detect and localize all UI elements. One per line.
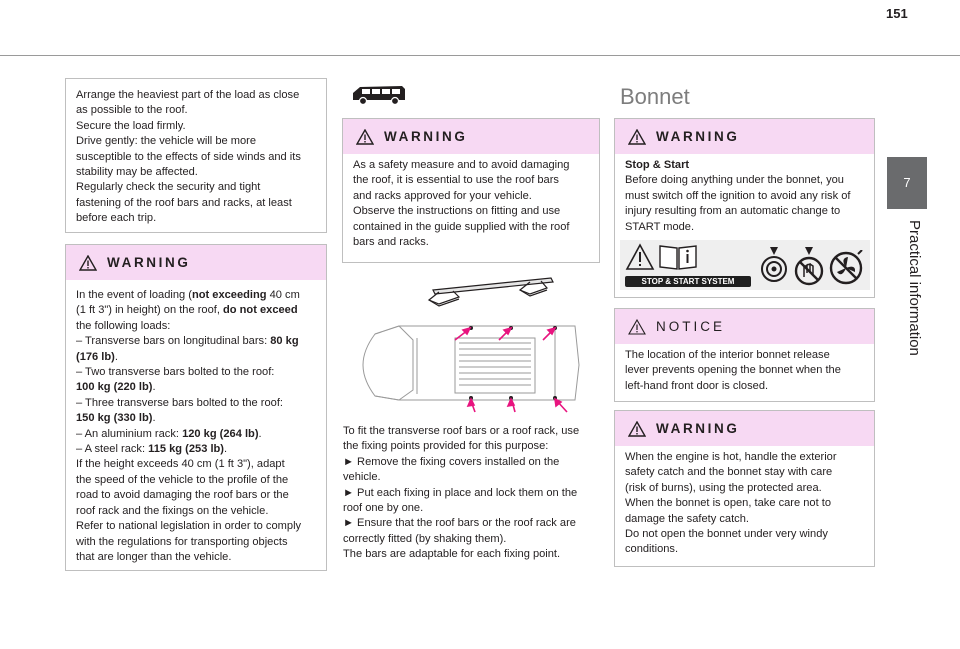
warning-line: bars and racks. <box>353 236 429 249</box>
warning-line: road to avoid damaging the roof bars or the <box>76 489 289 502</box>
notice-line: left-hand front door is closed. <box>625 379 769 392</box>
warning-line: In the event of loading (not exceeding 40 cm <box>76 289 300 301</box>
warning-triangle-icon <box>628 129 646 145</box>
warning-line: 100 kg (220 lb). <box>76 381 156 394</box>
warning-line: contained in the guide supplied with the roof <box>353 220 570 233</box>
warning-line: Do not open the bonnet under very windy <box>625 528 828 541</box>
warning-line: Refer to national legislation in order to comply <box>76 520 302 533</box>
load-advice-box <box>65 78 327 233</box>
warning-line: must switch off the ignition to avoid any risk of <box>625 189 851 202</box>
instruction-line: the fixing points provided for this purpose: <box>343 440 549 453</box>
warning-line: As a safety measure and to avoid damaging <box>353 159 570 171</box>
warning-label: WARNING <box>384 129 468 144</box>
notice-label: NOTICE <box>656 319 726 334</box>
fan-belt-icon <box>760 243 788 287</box>
fixing-arrows <box>455 328 567 412</box>
warning-line: (1 ft 3") in height) on the roof, do not exceed <box>76 304 298 317</box>
warning-line: Before doing anything under the bonnet, you <box>625 174 844 187</box>
hazard-triangle-icon <box>625 243 655 271</box>
warning-line: 150 kg (330 lb). <box>76 412 156 425</box>
warning-line: that are longer than the vehicle. <box>76 550 232 563</box>
warning-band <box>66 245 326 280</box>
warning-label: WARNING <box>656 421 740 436</box>
hot-engine-warning-box <box>614 410 875 567</box>
load-warning-box <box>65 244 327 571</box>
warning-line: – An aluminium rack: 120 kg (264 lb). <box>76 427 262 440</box>
page-number: 151 <box>886 6 908 21</box>
notice-line: lever prevents opening the bonnet when the <box>625 364 841 377</box>
instruction-line: correctly fitted (by shaking them). <box>343 532 507 545</box>
section-heading: Bonnet <box>620 84 690 109</box>
roof-bar-illustration <box>429 278 553 306</box>
instruction-line: ► Put each fixing in place and lock them on the <box>343 486 578 499</box>
warning-triangle-icon <box>79 255 97 271</box>
warning-triangle-icon <box>356 129 374 145</box>
warning-line: – Two transverse bars bolted to the roof: <box>76 366 275 379</box>
instruction-line: ► Ensure that the roof bars or the roof rack are <box>343 517 576 530</box>
warning-line: – Three transverse bars bolted to the roof: <box>76 396 283 409</box>
manual-book-icon <box>658 243 698 271</box>
intro-line: Arrange the heaviest part of the load as close <box>76 89 300 101</box>
warning-triangle-icon <box>628 421 646 437</box>
stop-start-pictograms <box>620 240 870 290</box>
warning-line: damage the safety catch. <box>625 512 749 525</box>
warning-line: When the bonnet is open, take care not to <box>625 497 831 510</box>
no-hands-icon <box>792 243 826 287</box>
warning-band <box>343 119 599 154</box>
warning-line: injury resulting from an automatic change to <box>625 205 841 218</box>
instruction-line: vehicle. <box>343 471 381 484</box>
warning-line: safety catch and the bonnet stay with care <box>625 466 833 479</box>
notice-band <box>615 309 874 344</box>
roof-warning-box <box>342 118 600 263</box>
instruction-line: The bars are adaptable for each fixing point. <box>343 548 561 561</box>
chapter-title: Practical information <box>906 220 923 356</box>
warning-line: – A steel rack: 115 kg (253 lb). <box>76 443 228 456</box>
warning-line: with the regulations for transporting objects <box>76 535 288 548</box>
intro-line: susceptible to the effects of side winds and its <box>76 150 301 163</box>
warning-line: (176 lb). <box>76 350 118 363</box>
warning-line: the speed of the vehicle to the profile of the <box>76 473 289 486</box>
intro-line: Drive gently: the vehicle will be more <box>76 135 257 148</box>
intro-line: as possible to the roof. <box>76 104 188 117</box>
no-fan-icon <box>828 250 864 286</box>
stop-start-warning-box <box>614 118 875 298</box>
instruction-line: ► Remove the fixing covers installed on the <box>343 455 560 468</box>
warning-line: Observe the instructions on fitting and use <box>353 205 561 218</box>
warning-line: and racks approved for your vehicle. <box>353 189 532 202</box>
warning-line: the roof, it is essential to use the roof bars <box>353 174 559 187</box>
fitting-instructions <box>343 424 603 563</box>
chapter-tab[interactable]: 7 <box>887 157 927 209</box>
notice-line: The location of the interior bonnet release <box>625 349 830 361</box>
intro-line: before each trip. <box>76 212 157 225</box>
notice-box <box>614 308 875 402</box>
warning-label: WARNING <box>656 129 740 144</box>
warning-line: – Transverse bars on longitudinal bars: 80 kg <box>76 335 299 348</box>
warning-line: START mode. <box>625 220 695 233</box>
warning-line: When the engine is hot, handle the exterior <box>625 451 837 463</box>
warning-line: (risk of burns), using the protected area. <box>625 481 822 494</box>
intro-line: stability may be affected. <box>76 166 198 179</box>
stop-start-badge: STOP & START SYSTEM <box>625 276 751 287</box>
warning-line: roof rack and the fixings on the vehicle. <box>76 504 269 517</box>
warning-band <box>615 411 874 446</box>
header-rule <box>0 55 960 56</box>
roof-bar-diagram <box>355 270 585 420</box>
intro-line: fastening of the roof bars and racks, at least <box>76 196 292 209</box>
warning-label: WARNING <box>107 255 191 270</box>
instruction-line: To fit the transverse roof bars or a roof rack, use <box>343 425 580 437</box>
intro-line: Regularly check the security and tight <box>76 181 261 194</box>
van-icon <box>350 83 408 105</box>
notice-triangle-icon <box>628 319 646 335</box>
warning-band <box>615 119 874 154</box>
warning-line: If the height exceeds 40 cm (1 ft 3"), adapt <box>76 458 285 471</box>
warning-line: the following loads: <box>76 319 171 332</box>
warning-title: Stop & Start <box>625 159 690 171</box>
warning-line: conditions. <box>625 543 679 556</box>
instruction-line: roof one by one. <box>343 502 424 515</box>
intro-line: Secure the load firmly. <box>76 119 186 132</box>
fixing-points <box>469 326 557 400</box>
